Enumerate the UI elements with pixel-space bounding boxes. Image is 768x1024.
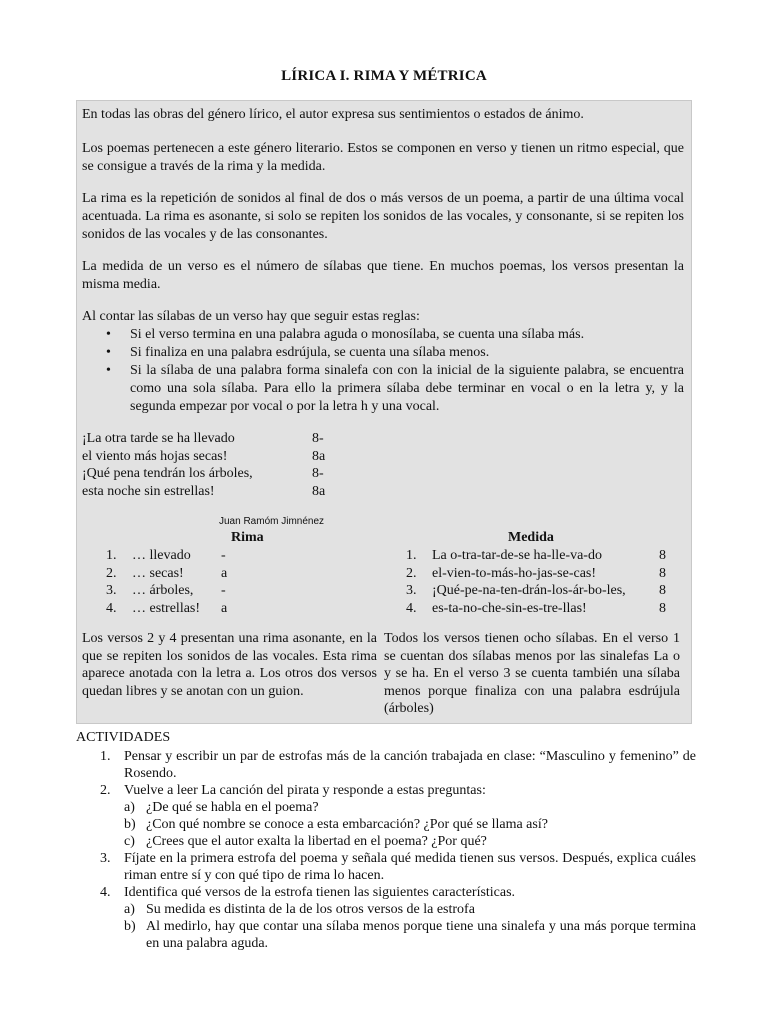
activity-subitem	[76, 833, 696, 850]
poem-line	[82, 465, 342, 483]
medida-list	[406, 547, 676, 617]
activity-subitem	[76, 918, 696, 952]
activity-number: 3.	[100, 851, 111, 866]
verse-ending: … llevado	[132, 548, 191, 563]
row-number: 4.	[106, 600, 117, 616]
rhyme-paragraph: La rima es la repetición de sonidos al final de dos o más versos de un poema, a partir de una última vocal acentuada. La rima es asonante, si solo se repiten los sonidos de las vocales, y consonante, si se repiten los sonidos de las vocales y de las consonantes.	[82, 191, 684, 242]
rule-item	[82, 344, 684, 362]
subitem-letter: a)	[124, 902, 135, 917]
poem-verse: ¡Qué pena tendrán los árboles,	[82, 466, 253, 481]
syllable-count: 8	[659, 548, 666, 563]
rule-item	[82, 326, 684, 344]
subitem-letter: b)	[124, 817, 136, 832]
row-number: 3.	[406, 583, 417, 598]
rule-text: Si el verso termina en una palabra aguda o monosílaba, se cuenta una sílaba más.	[130, 327, 585, 342]
poem-measure: 8-	[312, 431, 324, 446]
poem-verse: ¡La otra tarde se ha llevado	[82, 431, 235, 446]
rima-row	[106, 565, 256, 583]
intro-paragraph: En todas las obras del género lírico, el autor expresa sus sentimientos o estados de ánimo.	[82, 107, 584, 122]
verse-ending: … árboles,	[132, 583, 194, 598]
poem-line	[82, 448, 342, 466]
rules-list	[82, 326, 684, 416]
rima-row	[106, 582, 256, 600]
syllable-split: el-vien-to-más-ho-jas-se-cas!	[432, 565, 597, 581]
rule-text: Si la sílaba de una palabra forma sinalefa con con la inicial de la siguiente palabra, se encuentra como una sola sílaba. Para ello la primera sílaba debe terminar en vocal o en la letra y, y la segunda empezar por vocal o por la letra h y una vocal.	[130, 363, 684, 414]
verse-ending: … secas!	[132, 565, 184, 581]
syllable-count: 8	[659, 600, 666, 616]
verse-ending: … estrellas!	[132, 600, 201, 616]
subitem-text: Al medirlo, hay que contar una sílaba menos porque tiene una sinalefa y una más porque termina en una palabra aguda.	[146, 919, 696, 951]
syllable-count: 8	[659, 583, 666, 598]
medida-explanation: Todos los versos tienen ocho sílabas. En el verso 1 se cuentan dos sílabas menos por las sinalefas La o y se ha. En el verso 3 se cuenta también una sílaba menos porque finaliza con una palabra esdrújula (árboles)	[384, 631, 680, 716]
row-number: 1.	[106, 548, 117, 563]
rima-explanation: Los versos 2 y 4 presentan una rima asonante, en la que se repiten los sonidos de las vocales. Esta rima aparece anotada con la letra a. Los otros dos versos quedan libres y se anotan con un guion.	[82, 631, 377, 699]
row-number: 3.	[106, 583, 117, 598]
rima-heading: Rima	[231, 530, 264, 545]
activity-text: Identifica qué versos de la estrofa tienen las siguientes características.	[124, 885, 516, 900]
activity-text: Vuelve a leer La canción del pirata y responde a estas preguntas:	[124, 783, 486, 798]
activity-subitem	[76, 901, 696, 918]
poem-measure: 8-	[312, 466, 324, 481]
activity-text: Pensar y escribir un par de estrofas más de la canción trabajada en clase: “Masculino y femenino” de Rosendo.	[124, 749, 696, 781]
syllable-split: ¡Qué-pe-na-ten-drán-los-ár-bo-les,	[432, 583, 626, 598]
poems-paragraph: Los poemas pertenecen a este género literario. Estos se componen en verso y tienen un ritmo especial, que se consigue a través de la rima y la medida.	[82, 141, 684, 174]
activity-item	[76, 748, 696, 782]
activity-number: 1.	[100, 749, 111, 764]
poem-measure: 8a	[312, 448, 326, 464]
measure-paragraph: La medida de un verso es el número de sílabas que tiene. En muchos poemas, los versos presentan la misma media.	[82, 259, 684, 292]
activities-list	[76, 748, 696, 952]
activity-subitem	[76, 816, 696, 833]
activity-text: Fíjate en la primera estrofa del poema y señala qué medida tienen sus versos. Después, explica cuáles riman entre sí y con qué tipo de rima lo hacen.	[124, 851, 696, 883]
medida-heading: Medida	[508, 530, 554, 545]
subitem-text: Su medida es distinta de la de los otros versos de la estrofa	[146, 902, 475, 917]
poem-verse: el viento más hojas secas!	[82, 448, 228, 464]
row-number: 2.	[106, 565, 117, 581]
activity-number: 4.	[100, 885, 111, 900]
rules-intro: Al contar las sílabas de un verso hay que seguir estas reglas:	[82, 309, 420, 324]
poem-line	[82, 430, 342, 448]
poem-example	[82, 430, 342, 500]
medida-row	[406, 547, 676, 565]
activity-item	[76, 884, 696, 901]
subitem-letter: a)	[124, 800, 135, 815]
activities-heading: ACTIVIDADES	[76, 730, 171, 745]
subitem-letter: b)	[124, 919, 136, 934]
bullet-icon: •	[106, 363, 111, 378]
subitem-letter: c)	[124, 834, 135, 849]
rule-item	[82, 362, 684, 416]
page-title: LÍRICA I. RIMA Y MÉTRICA	[281, 68, 487, 84]
poem-line	[82, 483, 342, 501]
poem-measure: 8a	[312, 483, 326, 499]
subitem-text: ¿De qué se habla en el poema?	[146, 800, 319, 815]
syllable-count: 8	[659, 565, 666, 581]
medida-row	[406, 582, 676, 600]
syllable-split: La o-tra-tar-de-se ha-lle-va-do	[432, 548, 602, 563]
rima-row	[106, 600, 256, 618]
row-number: 2.	[406, 565, 417, 581]
rhyme-value: a	[221, 600, 228, 616]
poem-verse: esta noche sin estrellas!	[82, 483, 215, 499]
subitem-text: ¿Con qué nombre se conoce a esta embarcación? ¿Por qué se llama así?	[146, 817, 548, 832]
row-number: 4.	[406, 600, 417, 616]
rima-row	[106, 547, 256, 565]
activity-number: 2.	[100, 783, 111, 798]
activity-item	[76, 850, 696, 884]
rhyme-value: -	[221, 548, 226, 563]
row-number: 1.	[406, 548, 417, 563]
bullet-icon: •	[106, 345, 111, 360]
medida-row	[406, 565, 676, 583]
medida-row	[406, 600, 676, 618]
syllable-split: es-ta-no-che-sin-es-tre-llas!	[432, 600, 587, 616]
bullet-icon: •	[106, 327, 111, 342]
subitem-text: ¿Crees que el autor exalta la libertad en el poema? ¿Por qué?	[146, 834, 487, 849]
rima-list	[106, 547, 256, 617]
poem-author: Juan Ramóm Jimnénez	[219, 516, 325, 527]
rhyme-value: a	[221, 565, 228, 581]
rule-text: Si finaliza en una palabra esdrújula, se cuenta una sílaba menos.	[130, 345, 490, 360]
rhyme-value: -	[221, 583, 226, 598]
activity-subitem	[76, 799, 696, 816]
activity-item	[76, 782, 696, 799]
